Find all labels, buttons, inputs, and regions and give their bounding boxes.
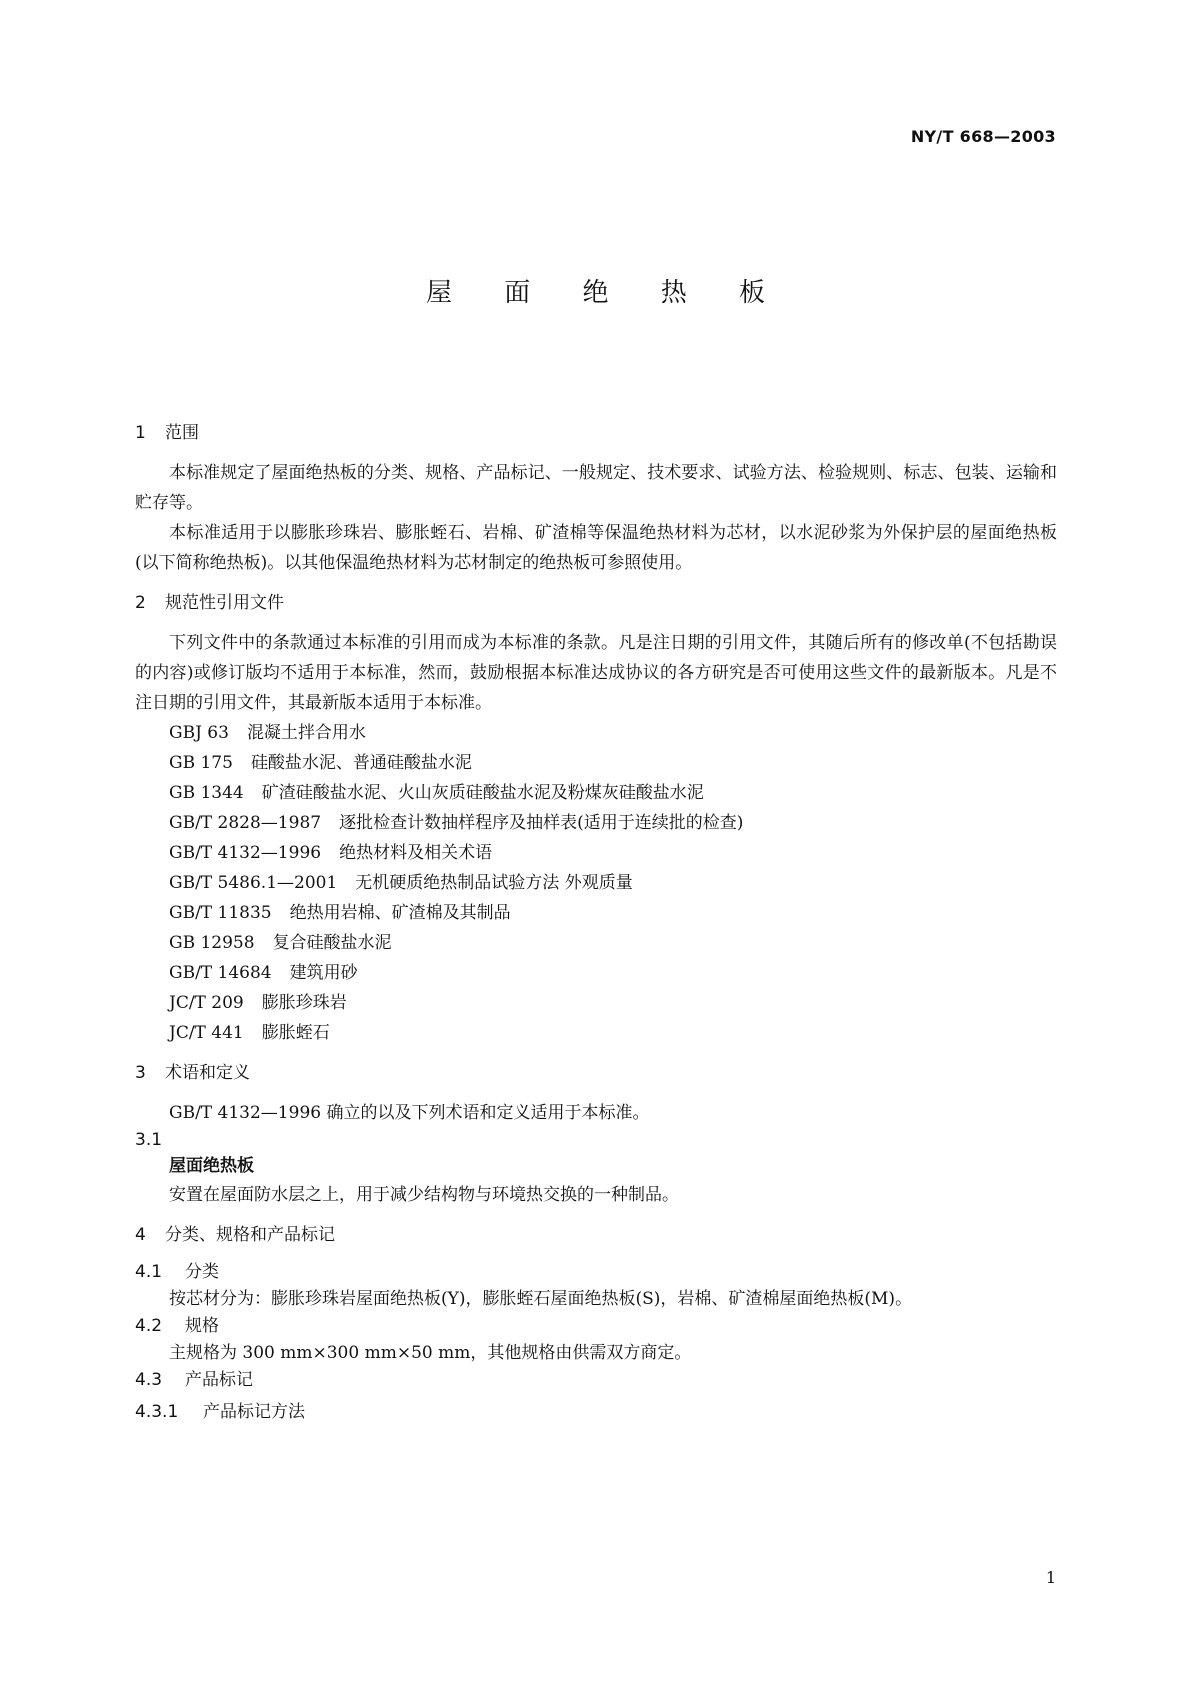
clause-title: 规格 bbox=[185, 1316, 219, 1336]
section-3-heading bbox=[135, 1062, 1057, 1084]
reference-item bbox=[135, 868, 1057, 898]
reference-item bbox=[135, 988, 1057, 1018]
reference-code: GB 175 bbox=[169, 753, 233, 773]
reference-code: GB/T 2828—1987 bbox=[169, 813, 322, 833]
reference-title: 绝热用岩棉、矿渣棉及其制品 bbox=[289, 903, 511, 923]
term-name: 屋面绝热板 bbox=[169, 1156, 254, 1176]
clause-4-1-heading bbox=[135, 1260, 1057, 1284]
standard-code: NY/T 668—2003 bbox=[910, 127, 1056, 146]
reference-item bbox=[135, 748, 1057, 778]
clause-number: 4.2 bbox=[135, 1316, 163, 1336]
clause-title: 产品标记 bbox=[185, 1370, 253, 1390]
reference-code: GB 1344 bbox=[169, 783, 244, 803]
reference-code: JC/T 209 bbox=[169, 993, 244, 1013]
clause-4-3-heading bbox=[135, 1368, 1057, 1392]
clause-4-2-heading bbox=[135, 1314, 1057, 1338]
clause-number: 4.1 bbox=[135, 1262, 163, 1282]
reference-title: 无机硬质绝热制品试验方法 外观质量 bbox=[355, 873, 633, 893]
clause-text: 主规格为 300 mm×300 mm×50 mm，其他规格由供需双方商定。 bbox=[169, 1343, 692, 1363]
clause-text: 按芯材分为：膨胀珍珠岩屋面绝热板(Y)，膨胀蛭石屋面绝热板(S)，岩棉、矿渣棉屋面绝热板(M)。 bbox=[169, 1289, 913, 1309]
reference-title: 膨胀蛭石 bbox=[261, 1023, 330, 1043]
section-title: 范围 bbox=[165, 423, 199, 443]
paragraph: 本标准适用于以膨胀珍珠岩、膨胀蛭石、岩棉、矿渣棉等保温绝热材料为芯材，以水泥砂浆为外保护层的屋面绝热板(以下简称绝热板)。以其他保温绝热材料为芯材制定的绝热板可参照使用。 bbox=[135, 523, 1057, 573]
section-1-heading bbox=[135, 422, 1057, 444]
reference-item bbox=[135, 808, 1057, 838]
section-number: 4 bbox=[135, 1225, 146, 1245]
paragraph: GB/T 4132—1996 确立的以及下列术语和定义适用于本标准。 bbox=[169, 1103, 650, 1123]
section-title: 术语和定义 bbox=[165, 1063, 250, 1083]
reference-item bbox=[135, 928, 1057, 958]
reference-code: JC/T 441 bbox=[169, 1023, 244, 1043]
reference-title: 逐批检查计数抽样程序及抽样表(适用于连续批的检查) bbox=[339, 813, 744, 833]
reference-item bbox=[135, 1018, 1057, 1048]
reference-item bbox=[135, 778, 1057, 808]
reference-title: 复合硅酸盐水泥 bbox=[272, 933, 392, 953]
section-number: 1 bbox=[135, 423, 146, 443]
clause-number: 4.3.1 bbox=[135, 1402, 179, 1422]
reference-title: 混凝土拌合用水 bbox=[246, 723, 366, 743]
reference-code: GB/T 4132—1996 bbox=[169, 843, 322, 863]
reference-item bbox=[135, 958, 1057, 988]
reference-title: 绝热材料及相关术语 bbox=[339, 843, 493, 863]
section-4-heading bbox=[135, 1224, 1057, 1246]
page-number: 1 bbox=[1045, 1568, 1056, 1587]
term-definition: 安置在屋面防水层之上，用于减少结构物与环境热交换的一种制品。 bbox=[169, 1185, 679, 1205]
reference-title: 膨胀珍珠岩 bbox=[261, 993, 347, 1013]
reference-title: 硅酸盐水泥、普通硅酸盐水泥 bbox=[250, 753, 472, 773]
reference-item bbox=[135, 898, 1057, 928]
reference-title: 矿渣硅酸盐水泥、火山灰质硅酸盐水泥及粉煤灰硅酸盐水泥 bbox=[261, 783, 704, 803]
reference-item bbox=[135, 718, 1057, 748]
reference-code: GB/T 11835 bbox=[169, 903, 272, 923]
clause-title: 产品标记方法 bbox=[203, 1402, 305, 1422]
section-title: 规范性引用文件 bbox=[165, 593, 284, 613]
reference-code: GBJ 63 bbox=[169, 723, 229, 743]
section-number: 3 bbox=[135, 1063, 146, 1083]
clause-title: 分类 bbox=[185, 1262, 219, 1282]
document-title: 屋 面 绝 热 板 bbox=[425, 278, 788, 308]
section-number: 2 bbox=[135, 593, 146, 613]
section-2-heading bbox=[135, 592, 1057, 614]
reference-code: GB/T 14684 bbox=[169, 963, 272, 983]
paragraph: 本标准规定了屋面绝热板的分类、规格、产品标记、一般规定、技术要求、试验方法、检验规则、标志、包装、运输和贮存等。 bbox=[135, 463, 1057, 513]
section-title: 分类、规格和产品标记 bbox=[165, 1225, 335, 1245]
paragraph: 下列文件中的条款通过本标准的引用而成为本标准的条款。凡是注日期的引用文件，其随后所有的修改单(不包括勘误的内容)或修订版均不适用于本标准，然而，鼓励根据本标准达成协议的各方研究是否可使用这些文件的最新版本。凡是不注日期的引用文件，其最新版本适用于本标准。 bbox=[135, 633, 1057, 713]
document-body bbox=[135, 422, 1057, 1424]
clause-4-3-1-heading bbox=[135, 1400, 1057, 1424]
reference-code: GB 12958 bbox=[169, 933, 255, 953]
reference-item bbox=[135, 838, 1057, 868]
reference-title: 建筑用砂 bbox=[289, 963, 358, 983]
reference-code: GB/T 5486.1—2001 bbox=[169, 873, 338, 893]
clause-number: 4.3 bbox=[135, 1370, 163, 1390]
clause-3-1-number: 3.1 bbox=[135, 1130, 163, 1150]
normative-reference-list bbox=[135, 718, 1057, 1048]
